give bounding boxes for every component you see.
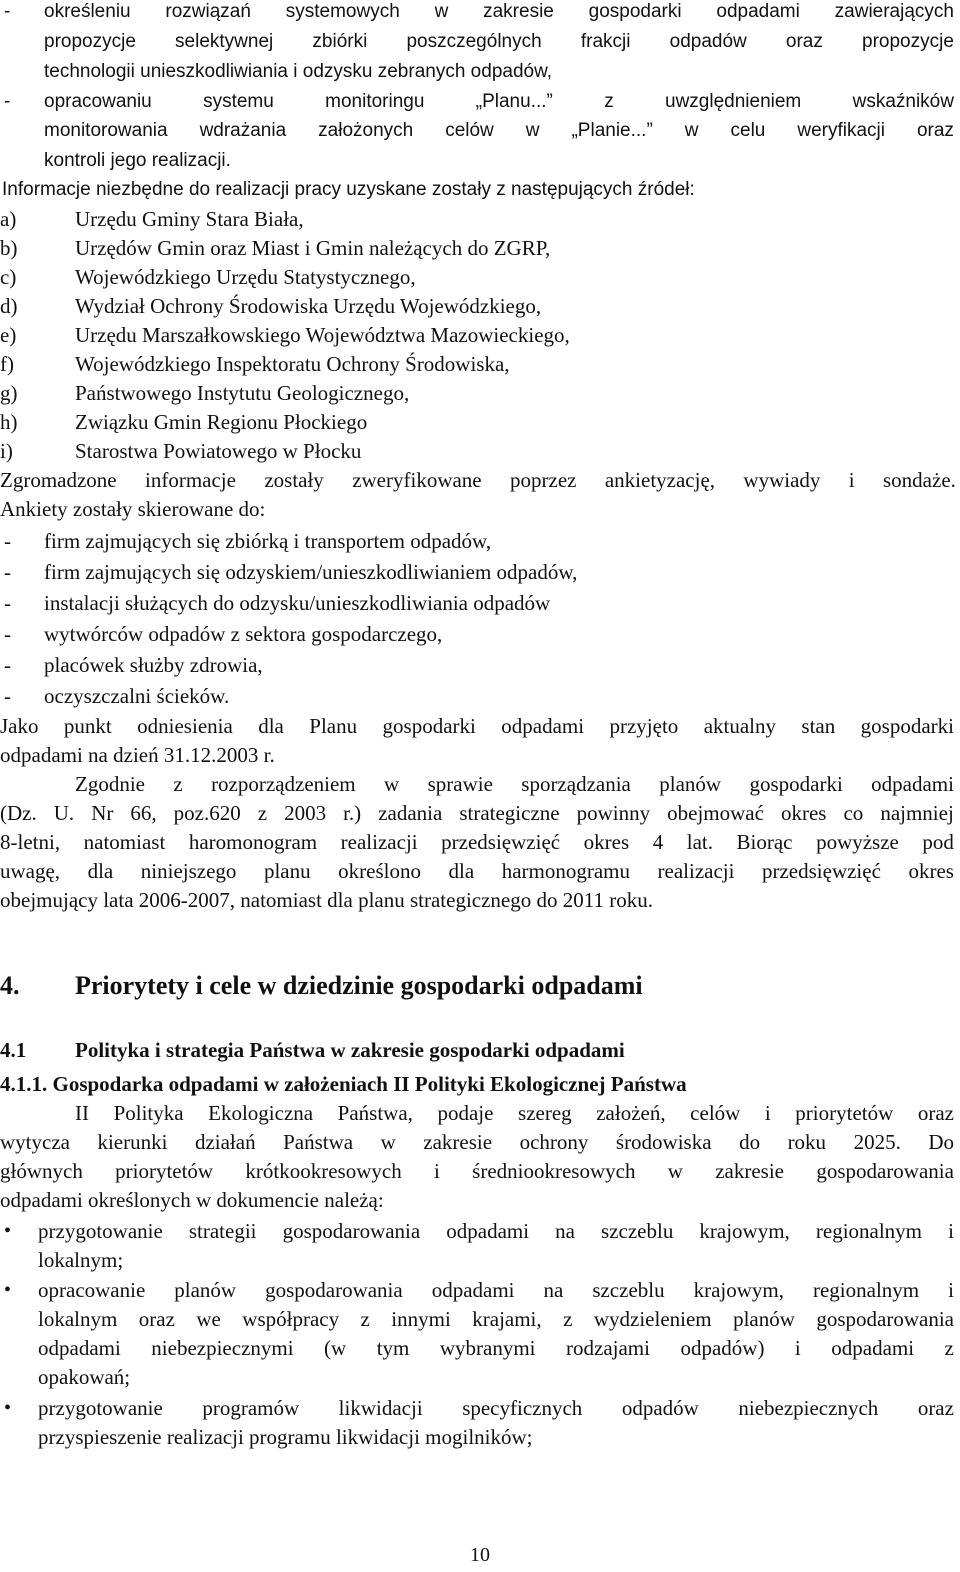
intro-item-2-line-1: opracowaniu systemu monitoringu „Planu...” z uwzględnieniem wskaźników [44,91,954,112]
list-dash: - [4,591,11,615]
paragraph-line: II Polityka Ekologiczna Państwa, podaje szereg założeń, celów i priorytetów oraz [75,1101,954,1125]
survey-intro: Ankiety zostały skierowane do: [0,497,266,521]
paragraph-line: Zgodnie z rozporządzeniem w sprawie sporządzania planów gospodarki odpadami [75,772,954,796]
paragraph-line: obejmujący lata 2006-2007, natomiast dla planu strategicznego do 2011 roku. [0,888,653,912]
list-dash: - [4,622,11,646]
subsection-number: 4.1 [0,1038,27,1062]
source-label: i) [0,439,13,463]
page-number: 10 [470,1544,490,1566]
survey-item: firm zajmujących się zbiórką i transportem odpadów, [44,529,492,553]
intro-item-1-line-2: propozycje selektywnej zbiórki poszczególnych frakcji odpadów oraz propozycje [44,31,954,52]
source-text: Urzędu Marszałkowskiego Województwa Mazowieckiego, [75,323,570,347]
bullet-line: opakowań; [38,1365,131,1389]
paragraph-line: uwagę, dla niniejszego planu określono dla harmonogramu realizacji przedsięwzięć okres [0,859,954,883]
paragraph-line: odpadami na dzień 31.12.2003 r. [0,743,275,767]
list-dash: - [4,91,11,112]
source-text: Wojewódzkiego Urzędu Statystycznego, [75,265,416,289]
bullet-icon: • [4,1397,12,1419]
intro-item-2-line-3: kontroli jego realizacji. [44,150,231,171]
source-text: Urzędu Gminy Stara Biała, [75,207,304,231]
source-label: d) [0,294,18,318]
paragraph-line: odpadami określonych w dokumencie należą: [0,1188,384,1212]
bullet-icon: • [4,1220,12,1242]
sources-intro: Informacje niezbędne do realizacji pracy uzyskane zostały z następujących źródeł: [2,179,695,200]
survey-item: oczyszczalni ścieków. [44,684,230,708]
source-text: Państwowego Instytutu Geologicznego, [75,381,410,405]
intro-item-2-line-2: monitorowania wdrażania założonych celów w „Planie...” w celu weryfikacji oraz [44,120,954,141]
source-text: Urzędów Gmin oraz Miast i Gmin należących do ZGRP, [75,236,551,260]
intro-item-1-line-1: określeniu rozwiązań systemowych w zakresie gospodarki odpadami zawierających [44,1,954,22]
source-label: a) [0,207,17,231]
source-label: g) [0,381,18,405]
bullet-line: opracowanie planów gospodarowania odpadami na szczeblu krajowym, regionalnym i [38,1278,954,1302]
list-dash: - [4,684,11,708]
paragraph-line: (Dz. U. Nr 66, poz.620 z 2003 r.) zadania strategiczne powinny obejmować okres co najmniej [0,801,954,825]
source-label: b) [0,236,18,260]
bullet-line: przyspieszenie realizacji programu likwidacji mogilników; [38,1425,533,1449]
bullet-icon: • [4,1279,12,1301]
source-label: f) [0,352,14,376]
intro-item-1-line-3: technologii unieszkodliwiania i odzysku zebranych odpadów, [44,61,553,82]
section-number: 4. [0,971,20,1000]
source-text: Starostwa Powiatowego w Płocku [75,439,362,463]
source-label: h) [0,410,18,434]
survey-item: placówek służby zdrowia, [44,653,263,677]
survey-item: wytwórców odpadów z sektora gospodarczego, [44,622,443,646]
survey-item: firm zajmujących się odzyskiem/unieszkodliwianiem odpadów, [44,560,578,584]
source-label: c) [0,265,17,289]
bullet-line: odpadami niebezpiecznymi (w tym wybranymi rodzajami odpadów) i odpadami z [38,1336,954,1360]
paragraph-line: Jako punkt odniesienia dla Planu gospodarki odpadami przyjęto aktualny stan gospodarki [0,714,954,738]
list-dash: - [4,560,11,584]
list-dash: - [4,529,11,553]
bullet-line: lokalnym oraz we współpracy z innymi krajami, z wydzieleniem planów gospodarowania [38,1307,954,1331]
source-text: Wojewódzkiego Inspektoratu Ochrony Środowiska, [75,352,510,376]
source-text: Związku Gmin Regionu Płockiego [75,410,368,434]
bullet-line: lokalnym; [38,1248,124,1272]
list-dash: - [4,1,11,22]
sources-verified: Zgromadzone informacje zostały zweryfikowane poprzez ankietyzację, wywiady i sondaże. [0,468,956,492]
source-text: Wydział Ochrony Środowiska Urzędu Wojewódzkiego, [75,294,542,318]
source-label: e) [0,323,17,347]
section-title: Priorytety i cele w dziedzinie gospodarki odpadami [75,971,643,1000]
subsubsection-title: 4.1.1. Gospodarka odpadami w założeniach II Polityki Ekologicznej Państwa [0,1072,687,1096]
list-dash: - [4,653,11,677]
bullet-line: przygotowanie programów likwidacji specyficznych odpadów niebezpiecznych oraz [38,1396,954,1420]
paragraph-line: głównych priorytetów krótkookresowych i średniookresowych w zakresie gospodarowania [0,1159,954,1183]
paragraph-line: wytycza kierunki działań Państwa w zakresie ochrony środowiska do roku 2025. Do [0,1130,954,1154]
subsection-title: Polityka i strategia Państwa w zakresie gospodarki odpadami [75,1038,625,1062]
paragraph-line: 8-letni, natomiast haromonogram realizacji przedsięwzięć okres 4 lat. Biorąc powyższe pod [0,830,954,854]
bullet-line: przygotowanie strategii gospodarowania odpadami na szczeblu krajowym, regionalnym i [38,1219,954,1243]
survey-item: instalacji służących do odzysku/unieszkodliwiania odpadów [44,591,551,615]
